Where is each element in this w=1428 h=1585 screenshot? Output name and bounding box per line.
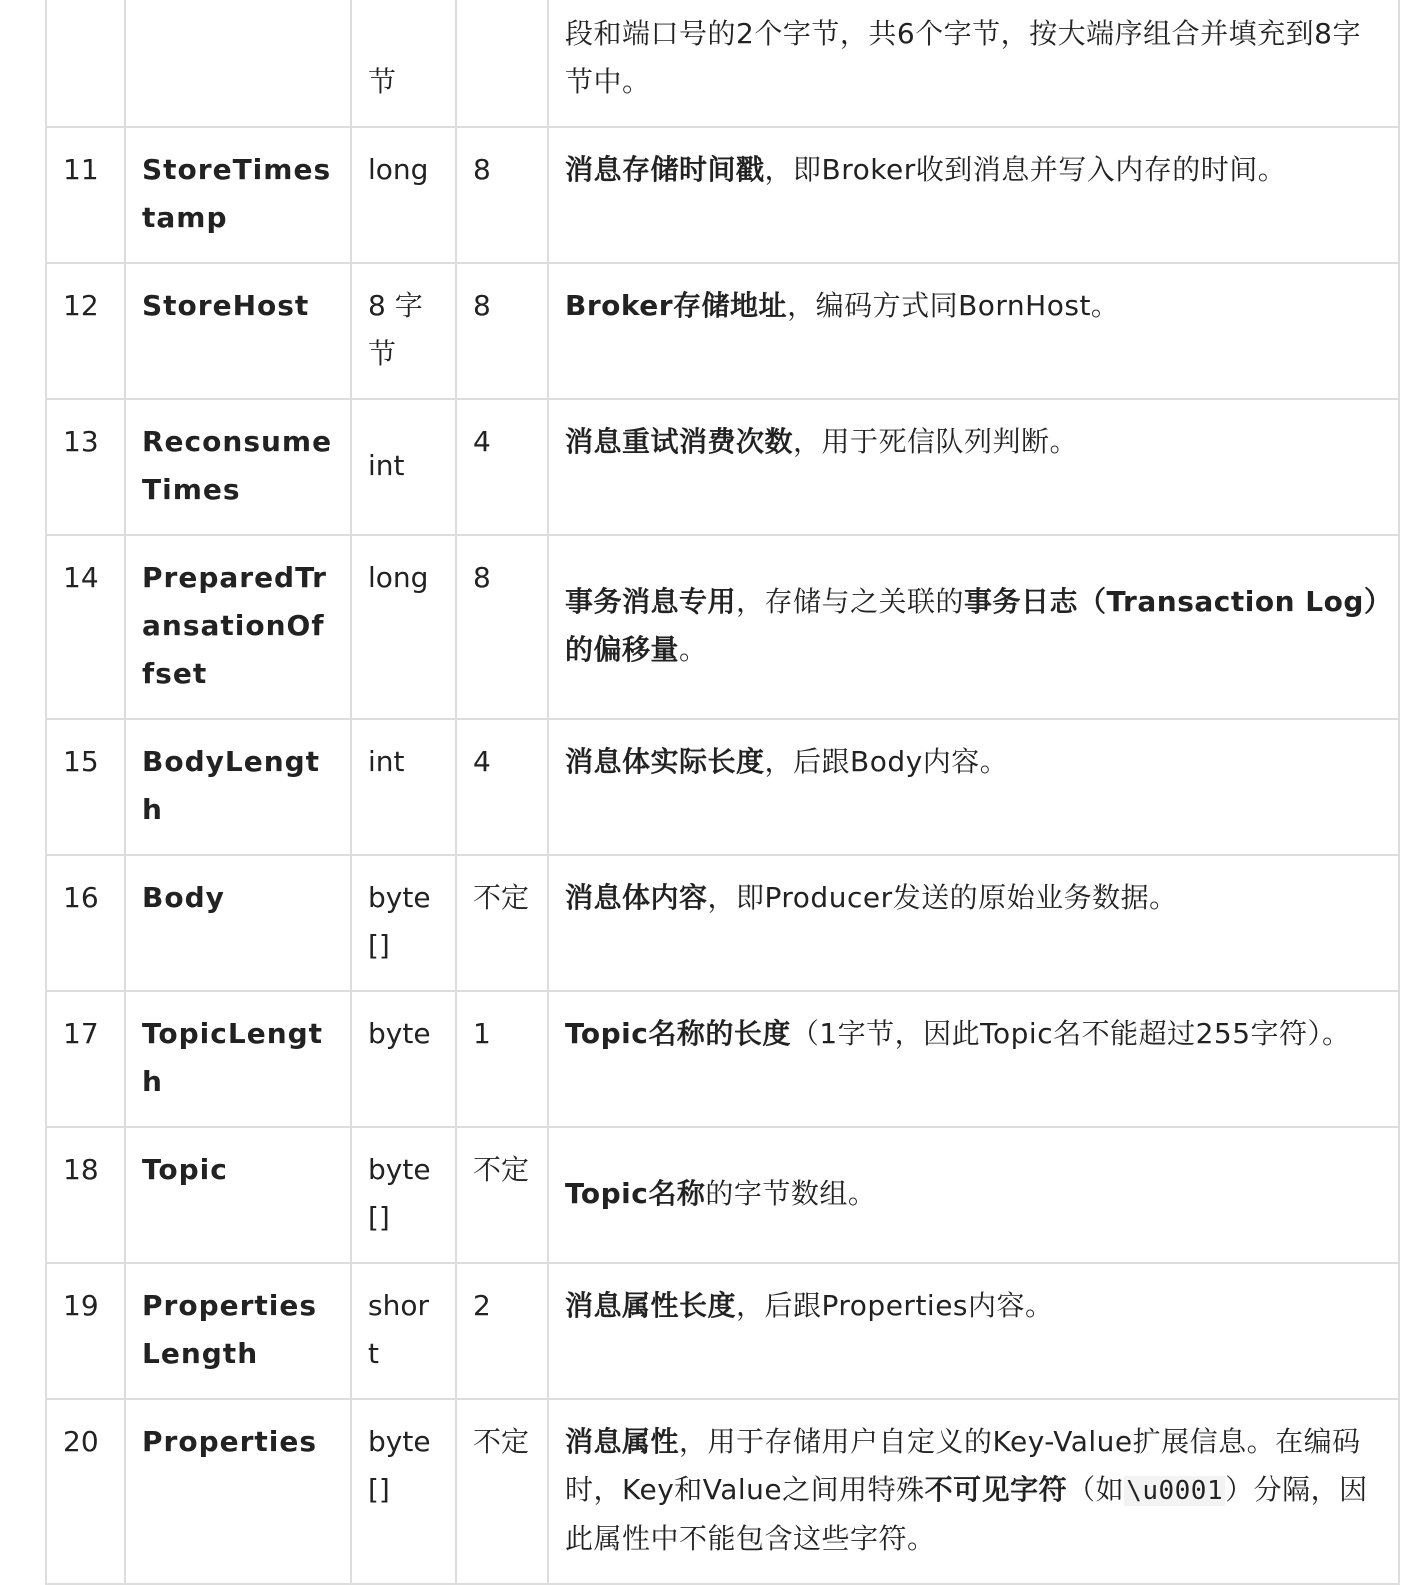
field-name-cell: ReconsumeTimes [125,399,351,535]
field-type-cell: long [351,535,456,719]
field-number-cell [46,0,125,127]
field-number-cell: 11 [46,127,125,263]
field-length-cell: 2 [456,1263,548,1399]
field-number-cell: 17 [46,991,125,1127]
field-name-cell: PropertiesLength [125,1263,351,1399]
field-description-cell [548,535,1399,719]
field-type-cell: byte[] [351,1399,456,1584]
field-type-cell: byte[] [351,1127,456,1263]
inline-code: \u0001 [1126,1476,1224,1506]
field-description-cell [548,1127,1399,1263]
description-text: （如 [1067,1473,1125,1506]
field-type-cell: 8 字节 [351,263,456,399]
field-length-cell [456,0,548,127]
bold-text: 事务消息专用 [565,585,737,618]
bold-text: 消息重试消费次数 [565,425,794,458]
bold-text: 消息属性长度 [565,1289,737,1322]
bold-text: 消息体内容 [565,881,708,914]
field-name-cell: Topic [125,1127,351,1263]
field-type-cell: short [351,1263,456,1399]
field-description-cell [548,1263,1399,1399]
description-text: 。 [679,633,708,666]
field-length-cell: 8 [456,535,548,719]
field-length-cell: 8 [456,263,548,399]
field-name-cell: StoreTimestamp [125,127,351,263]
field-number-cell: 18 [46,1127,125,1263]
field-name-cell: TopicLength [125,991,351,1127]
field-name-cell: Properties [125,1399,351,1584]
description-text: ，存储与之关联的 [736,585,965,618]
field-type-cell: byte [351,991,456,1127]
description-text: ，即Producer发送的原始业务数据。 [707,881,1178,914]
field-length-cell: 不定 [456,855,548,991]
description-text: 段和端口号的2个字节，共6个字节，按大端序组合并填充到8字节中。 [565,17,1361,98]
table-row [46,855,1399,991]
field-number-cell: 13 [46,399,125,535]
table-row [46,399,1399,535]
field-name-cell [125,0,351,127]
bold-text: 事务日志（Transaction Log）的偏移量 [565,585,1379,666]
bold-text: 消息存储时间戳 [565,153,765,186]
bold-text: Broker存储地址 [565,289,788,322]
description-text: ，用于死信队列判断。 [793,425,1079,458]
field-description-cell [548,991,1399,1127]
field-length-cell: 4 [456,399,548,535]
field-name-cell: PreparedTransationOffset [125,535,351,719]
description-text: ，用于存储用户自定义的Key-Value扩展信息。在编码时，Key和Value之间用特殊 [565,1425,1361,1506]
table-row [46,1263,1399,1399]
field-number-cell: 16 [46,855,125,991]
field-type-cell: int [351,719,456,855]
table-row [46,127,1399,263]
field-description-cell [548,0,1399,127]
field-length-cell: 不定 [456,1127,548,1263]
description-text: ，编码方式同BornHost。 [787,289,1120,322]
field-length-cell: 不定 [456,1399,548,1584]
field-number-cell: 20 [46,1399,125,1584]
field-description-cell [548,399,1399,535]
field-description-cell [548,719,1399,855]
table-row [46,719,1399,855]
bold-text: 消息属性 [565,1425,680,1458]
field-name-cell: BodyLength [125,719,351,855]
field-number-cell: 15 [46,719,125,855]
table-row [46,535,1399,719]
field-length-cell: 4 [456,719,548,855]
bold-text: 消息体实际长度 [565,745,765,778]
bold-text: 不可见字符 [924,1473,1068,1506]
field-type-cell: int [351,399,456,535]
field-number-cell: 19 [46,1263,125,1399]
field-length-cell: 1 [456,991,548,1127]
field-description-cell [548,855,1399,991]
description-text: ，即Broker收到消息并写入内存的时间。 [764,153,1287,186]
field-type-cell: 节 [351,0,456,127]
description-text: ，后跟Body内容。 [764,745,1009,778]
field-name-cell: Body [125,855,351,991]
table-row [46,0,1399,127]
field-type-cell: byte[] [351,855,456,991]
field-table-body [46,0,1399,1584]
field-length-cell: 8 [456,127,548,263]
field-name-cell: StoreHost [125,263,351,399]
field-description-cell [548,127,1399,263]
table-row [46,1399,1399,1584]
bold-text: Topic名称 [565,1177,706,1210]
field-number-cell: 12 [46,263,125,399]
field-type-cell: long [351,127,456,263]
field-number-cell: 14 [46,535,125,719]
description-text: ）分隔，因此属性中不能包含这些字符。 [565,1473,1368,1555]
table-row [46,263,1399,399]
description-text: 的字节数组。 [705,1177,877,1210]
description-text: ，后跟Properties内容。 [736,1289,1054,1322]
bold-text: Topic名称的长度 [565,1017,791,1050]
description-text: （1字节，因此Topic名不能超过255字符）。 [790,1017,1351,1050]
field-description-cell [548,1399,1399,1584]
table-row [46,991,1399,1127]
table-row [46,1127,1399,1263]
field-table [45,0,1400,1585]
field-description-cell [548,263,1399,399]
